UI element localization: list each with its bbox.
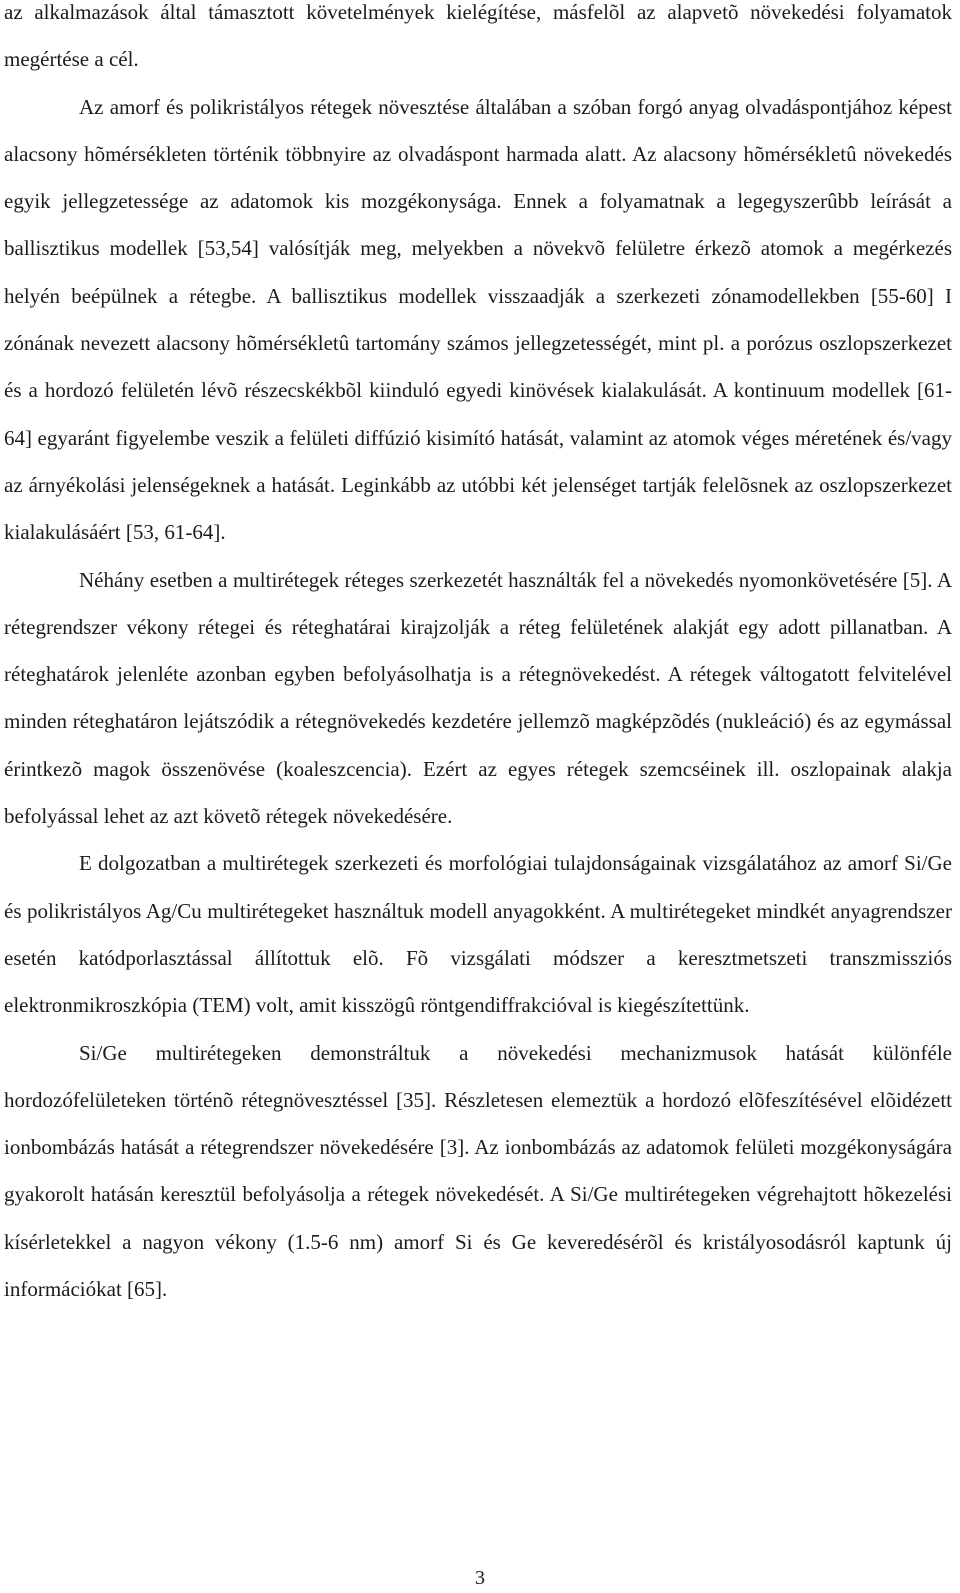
paragraph-multilayer-tracking: Néhány esetben a multirétegek réteges szerkezetét használták fel a növekedés nyomonkövetésére [5]. A rétegrendszer vékony rétegei és réteghatárai kirajzolják a réteg felületének alakját egy adott pillanatban. A réteghatárok jelenléte azonban egyben befolyásolhatja is a rétegnövekedést. A rétegek váltogatott felvitelével minden réteghatáron lejátszódik a rétegnövekedés kezdetére jellemzõ magképzõdés (nukleáció) és az egymással érintkezõ magok összenövése (koaleszcencia). Ezért az egyes rétegek szemcséinek ill. oszlopainak alakja befolyással lehet az azt követõ rétegek növekedésére. bbox=[4, 567, 952, 829]
page-number: 3 bbox=[475, 1567, 485, 1589]
paragraph-growth-models: Az amorf és polikristályos rétegek növesztése általában a szóban forgó anyag olvadáspontjához képest alacsony hõmérsékleten történik többnyire az olvadáspont harmada alatt. Az alacsony hõmérsékletû növekedés egyik jellegzetessége az adatomok kis mozgékonysága. Ennek a folyamatnak a legegyszerûbb leírását a ballisztikus modellek [53,54] valósítják meg, melyekben a növekvõ felületre érkezõ atomok a megérkezés helyén beépülnek a rétegbe. A ballisztikus modellek visszaadják a szerkezeti zónamodellekben [55-60] I zónának nevezett alacsony hõmérsékletû tartomány számos jellegzetességét, mint pl. a porózus oszlopszerkezet és a hordozó felületén lévõ részecskékbõl kiinduló egyedi kinövések kialakulását. A kontinuum modellek [61-64] egyaránt figyelembe veszik a felületi diffúzió kisimító hatását, valamint az atomok véges méretének és/vagy az árnyékolási jelenségeknek a hatását. Leginkább az utóbbi két jelenséget tartják felelõsnek az oszlopszerkezet kialakulásáért [53, 61-64]. bbox=[4, 94, 952, 545]
paragraph-continuation: az alkalmazások által támasztott követelmények kielégítése, másfelõl az alapvetõ növekedési folyamatok megértése a cél. bbox=[4, 0, 952, 72]
paragraph-sige-results: Si/Ge multirétegeken demonstráltuk a növekedési mechanizmusok hatását különféle hordozófelületeken történõ rétegnövesztéssel [35]. Részletesen elemeztük a hordozó elõfeszítésével elõidézett ionbombázás hatását a rétegrendszer növekedésére [3]. Az ionbombázás az adatomok felületi mozgékonyságára gyakorolt hatásán keresztül befolyásolja a rétegek növekedését. A Si/Ge multirétegeken végrehajtott hõkezelési kísérletekkel a nagyon vékony (1.5-6 nm) amorf Si és Ge keveredésérõl és kristályosodásról kaptunk új információkat [65]. bbox=[4, 1040, 952, 1302]
paragraph-thesis-scope: E dolgozatban a multirétegek szerkezeti és morfológiai tulajdonságainak vizsgálatához az amorf Si/Ge és polikristályos Ag/Cu multirétegeket használtuk modell anyagokként. A multirétegeket mindkét anyagrendszer esetén katódporlasztással állítottuk elõ. Fõ vizsgálati módszer a keresztmetszeti transzmissziós elektronmikroszkópia (TEM) volt, amit kisszögû röntgendiffrakcióval is kiegészítettünk. bbox=[4, 851, 952, 1018]
document-body bbox=[4, 0, 952, 1313]
